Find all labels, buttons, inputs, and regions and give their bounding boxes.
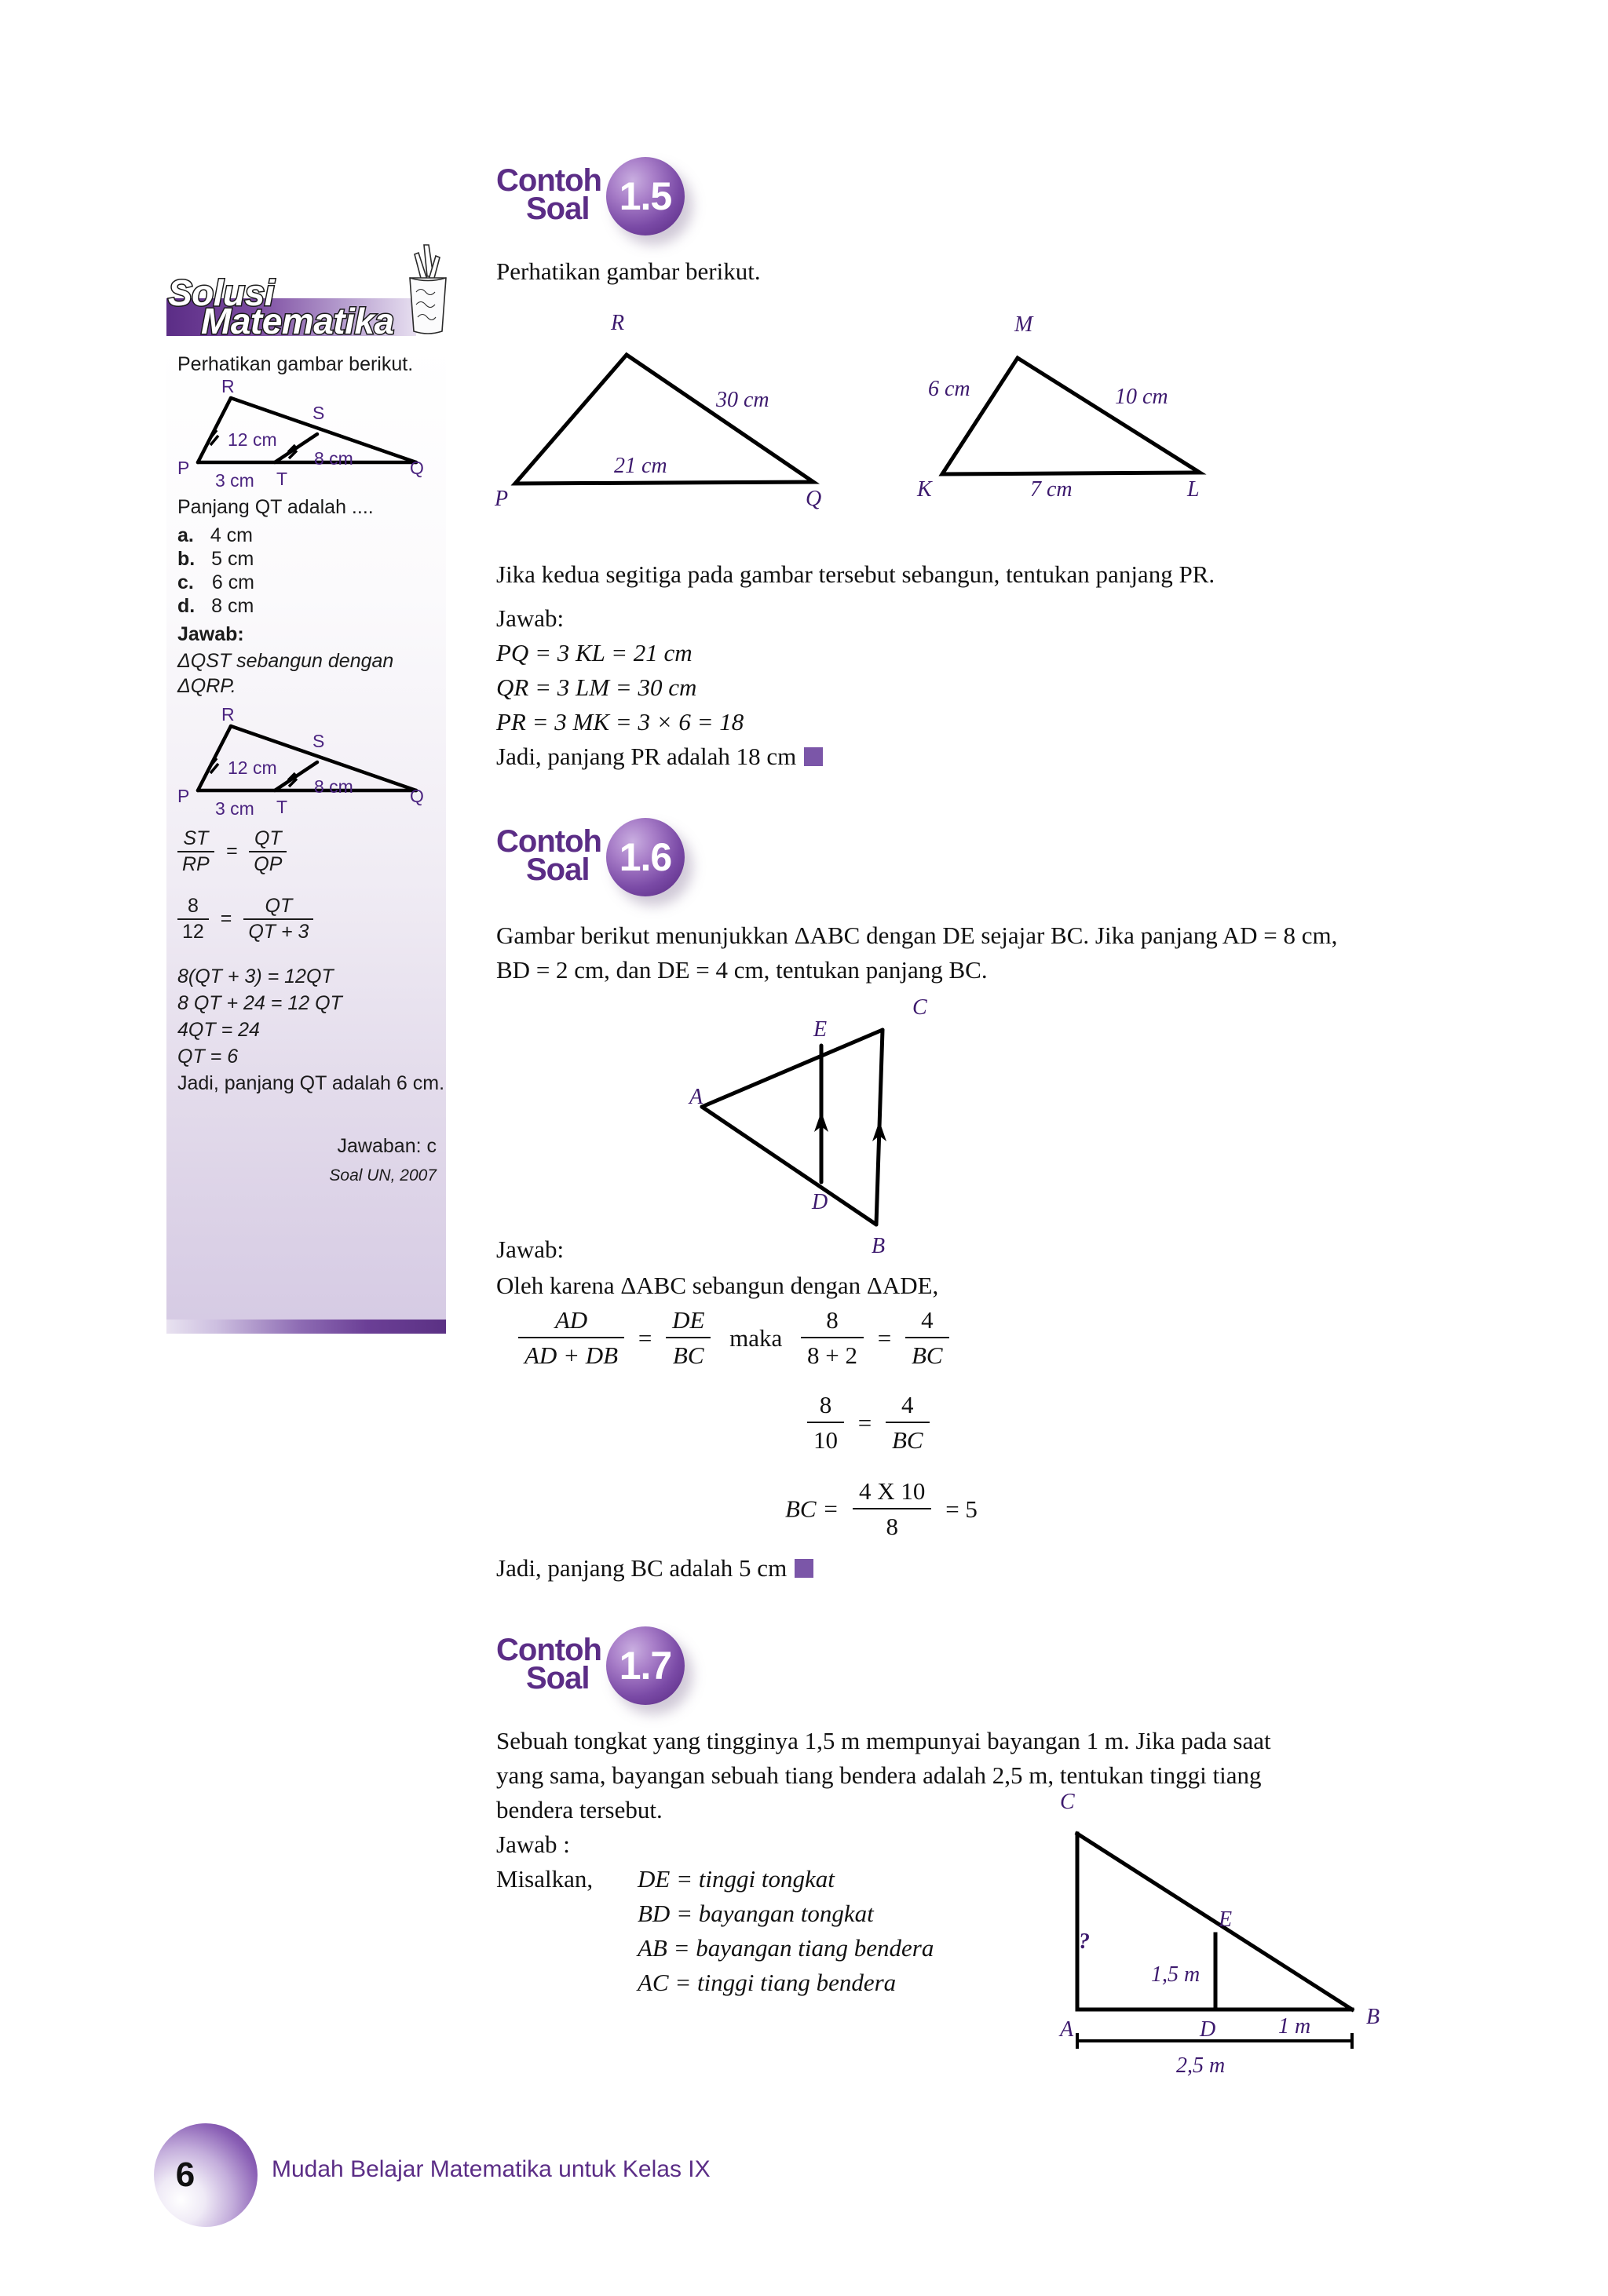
sidebar-footer-bar: [166, 1320, 446, 1334]
sidebar-question: Panjang QT adalah ....: [177, 496, 374, 518]
vertex-D-17: D: [1200, 2017, 1216, 2042]
label-de-15m: 1,5 m: [1151, 1962, 1201, 1987]
sidebar-answer-key: Jawaban: c: [337, 1135, 437, 1157]
badge-number-15: 1.5: [619, 174, 672, 218]
sidebar-title-line2: Matematika: [201, 301, 394, 341]
eq1-right-num: QT: [254, 827, 282, 849]
example-17-definition-4: AC = tinggi tiang bendera: [638, 1969, 897, 1996]
sidebar2-label-rp: 12 cm: [228, 757, 277, 778]
eq1-left-den: RP: [177, 851, 214, 877]
eq16-1-equals: =: [638, 1323, 652, 1352]
sidebar2-label-st: 8 cm: [314, 776, 353, 797]
example-16-eq2: [807, 1389, 930, 1457]
vertex-E-17: E: [1219, 1907, 1233, 1932]
vertex-B-16: B: [872, 1234, 886, 1258]
choice-d-text: 8 cm: [211, 595, 254, 617]
sidebar-work-line-2: 8 QT + 24 = 12 QT: [177, 992, 342, 1014]
badge-word-contoh-17: Contoh: [496, 1633, 601, 1667]
eq2-left-num: 8: [187, 895, 199, 917]
sidebar-body: [166, 341, 446, 1320]
vertex-Q-15: Q: [806, 487, 822, 511]
badge-word-soal: Soal: [526, 192, 590, 226]
vertex-B-17: B: [1366, 2005, 1380, 2029]
eq16-2-left-num: 8: [819, 1391, 832, 1418]
example-16-eq3: [785, 1476, 978, 1543]
sidebar-answer-label: Jawab:: [177, 623, 244, 645]
example-16-reason: Oleh karena ΔABC sebangun dengan ΔADE,: [496, 1272, 939, 1299]
choice-c-key: c.: [177, 571, 194, 593]
label-km-6cm: 6 cm: [928, 377, 970, 401]
end-of-proof-box-15: [804, 747, 823, 766]
label-ac-unknown: ?: [1079, 1929, 1090, 1954]
sidebar-vertex-R: R: [221, 376, 235, 396]
example-15-line-2: QR = 3 LM = 30 cm: [496, 673, 697, 701]
vertex-A-16: A: [689, 1085, 704, 1109]
eq1-left-fraction: [177, 827, 214, 876]
choice-a-text: 4 cm: [210, 524, 253, 546]
contoh-soal-badge-16: [496, 818, 732, 906]
eq2-right-num: QT: [265, 895, 293, 917]
sidebar-vertex-P: P: [177, 458, 190, 478]
contoh-soal-badge-15: [496, 157, 732, 245]
sidebar-eq2: [177, 894, 313, 944]
vertex-C-16: C: [912, 995, 927, 1020]
eq16-1-equals2: =: [877, 1323, 892, 1352]
eq16-2-right-num: 4: [901, 1391, 914, 1418]
example-17-question-line2: yang sama, bayangan sebuah tiang bendera adalah 2,5 m, tentukan tinggi tiang: [496, 1761, 1262, 1789]
example-17-definition-2: BD = bayangan tongkat: [638, 1900, 874, 1927]
label-rq-30cm: 30 cm: [716, 388, 769, 412]
sidebar-work-line-4: QT = 6: [177, 1046, 239, 1068]
sidebar-work-line-3: 4QT = 24: [177, 1019, 260, 1041]
example-16-conclusion-row: [496, 1553, 813, 1584]
example-15-conclusion: Jadi, panjang PR adalah 18 cm: [496, 743, 797, 770]
eq16-1-left2: [801, 1305, 864, 1372]
sidebar-label-rp: 12 cm: [228, 429, 277, 450]
pencil-cup-icon: [397, 243, 457, 336]
example-16-answer-label: Jawab:: [496, 1236, 565, 1263]
footer-book-title: Mudah Belajar Matematika untuk Kelas IX: [272, 2156, 711, 2182]
choice-b-key: b.: [177, 548, 196, 570]
badge-number-16: 1.6: [619, 835, 672, 879]
figure-triangle-abc-de: [691, 1005, 974, 1248]
example-16-eq1: [518, 1305, 949, 1372]
sidebar-conclusion: Jadi, panjang QT adalah 6 cm.: [177, 1072, 445, 1094]
example-15-line-1: PQ = 3 KL = 21 cm: [496, 639, 693, 666]
choice-c-text: 6 cm: [211, 571, 254, 593]
badge-number-17: 1.7: [619, 1644, 672, 1688]
eq16-3-num: 4 X 10: [859, 1477, 926, 1505]
eq16-1-connector: maka: [729, 1323, 783, 1352]
eq2-left-fraction: [177, 894, 209, 944]
figure-shadow-triangle: [1062, 1820, 1391, 2055]
sidebar-choice-a: [177, 524, 254, 547]
sidebar-choice-list: [177, 524, 254, 618]
badge-word-contoh-16: Contoh: [496, 824, 601, 859]
example-15-answer-label: Jawab:: [496, 604, 565, 632]
eq2-right-fraction: [243, 894, 313, 944]
example-16-conclusion: Jadi, panjang BC adalah 5 cm: [496, 1554, 788, 1582]
label-ab-25m: 2,5 m: [1176, 2053, 1226, 2078]
eq16-1-right: [666, 1305, 711, 1372]
label-db-1m: 1 m: [1278, 2014, 1311, 2039]
sidebar2-vertex-S: S: [312, 731, 325, 751]
figure-triangle-klm: [925, 325, 1231, 491]
sidebar-choice-b: [177, 547, 254, 571]
label-kl-7cm: 7 cm: [1030, 477, 1073, 502]
eq16-3-lhs: BC =: [785, 1495, 839, 1523]
vertex-E-16: E: [813, 1017, 828, 1042]
example-17-misalkan-label: Misalkan,: [496, 1865, 594, 1893]
example-15-conclusion-row: [496, 741, 823, 772]
end-of-proof-box-16: [795, 1559, 813, 1578]
example-16-question-line2: BD = 2 cm, dan DE = 4 cm, tentukan panjang BC.: [496, 956, 988, 984]
sidebar-label-pt: 3 cm: [215, 470, 254, 491]
sidebar-intro: Perhatikan gambar berikut.: [177, 353, 414, 375]
vertex-K-15: K: [917, 477, 932, 502]
example-17-question-line1: Sebuah tongkat yang tingginya 1,5 m mempunyai bayangan 1 m. Jika pada saat: [496, 1727, 1271, 1754]
eq16-1-left2-num: 8: [826, 1306, 839, 1334]
example-15-intro: Perhatikan gambar berikut.: [496, 257, 761, 285]
eq1-right-fraction: [249, 827, 287, 876]
sidebar-vertex-S: S: [312, 403, 325, 423]
example-17-definition-1: DE = tinggi tongkat: [638, 1865, 835, 1893]
label-pq-21cm: 21 cm: [614, 454, 667, 478]
sidebar2-vertex-T: T: [276, 797, 288, 817]
sidebar2-label-pt: 3 cm: [215, 798, 254, 819]
eq16-1-right2-den: BC: [905, 1337, 949, 1371]
eq16-1-right2-num: 4: [921, 1306, 934, 1334]
sidebar2-vertex-P: P: [177, 786, 190, 806]
choice-d-key: d.: [177, 595, 196, 617]
sidebar-answer-intro-2: ΔQRP.: [177, 675, 236, 697]
eq1-right-den: QP: [249, 851, 287, 877]
sidebar-title-line1: Solusi: [168, 272, 275, 313]
sidebar-answer-intro-1: ΔQST sebangun dengan: [177, 650, 394, 672]
eq16-2-left: [807, 1389, 844, 1457]
eq16-3-den: 8: [853, 1508, 931, 1542]
sidebar-choice-d: [177, 594, 254, 618]
choice-b-text: 5 cm: [211, 548, 254, 570]
example-15-question: Jika kedua segitiga pada gambar tersebut sebangun, tentukan panjang PR.: [496, 560, 1215, 588]
eq16-1-right-num: DE: [672, 1306, 705, 1334]
eq1-equals: =: [225, 840, 238, 863]
sidebar-source: Soal UN, 2007: [329, 1166, 437, 1185]
badge-word-contoh: Contoh: [496, 163, 601, 198]
vertex-M-15: M: [1014, 312, 1033, 337]
page-number: 6: [175, 2155, 196, 2194]
eq2-left-den: 12: [177, 918, 209, 944]
badge-word-soal-16: Soal: [526, 852, 590, 887]
vertex-A-17: A: [1060, 2017, 1074, 2042]
sidebar2-vertex-Q: Q: [410, 786, 424, 806]
vertex-C-17: C: [1060, 1790, 1075, 1814]
eq16-1-left-num: AD: [554, 1306, 588, 1334]
example-15-line-3: PR = 3 MK = 3 × 6 = 18: [496, 708, 744, 736]
eq2-right-den: QT + 3: [243, 918, 313, 944]
vertex-P-15: P: [495, 487, 509, 511]
solusi-matematika-sidebar: [166, 272, 446, 1334]
eq16-2-left-den: 10: [807, 1422, 844, 1456]
contoh-soal-badge-17: [496, 1626, 732, 1714]
example-17-definition-3: AB = bayangan tiang bendera: [638, 1934, 934, 1962]
eq16-1-left-den: AD + DB: [518, 1337, 624, 1371]
eq2-equals: =: [220, 907, 232, 930]
example-16-question-line1: Gambar berikut menunjukkan ΔABC dengan DE sejajar BC. Jika panjang AD = 8 cm,: [496, 922, 1338, 949]
eq16-1-right2: [905, 1305, 949, 1372]
eq16-1-left2-den: 8 + 2: [801, 1337, 864, 1371]
eq16-2-right-den: BC: [886, 1422, 930, 1456]
label-ml-10cm: 10 cm: [1115, 385, 1168, 409]
sidebar2-vertex-R: R: [221, 704, 235, 725]
example-17-answer-label: Jawab :: [496, 1831, 570, 1858]
vertex-D-16: D: [812, 1190, 828, 1214]
sidebar-work-line-1: 8(QT + 3) = 12QT: [177, 965, 334, 987]
vertex-L-15: L: [1187, 477, 1200, 502]
eq16-3-fraction: [853, 1476, 931, 1543]
choice-a-key: a.: [177, 524, 194, 546]
eq16-2-equals: =: [857, 1408, 872, 1436]
sidebar-eq1: [177, 827, 287, 876]
sidebar-header: [162, 251, 460, 345]
eq16-3-result: = 5: [945, 1495, 978, 1523]
eq16-1-left: [518, 1305, 624, 1372]
eq1-left-num: ST: [183, 827, 209, 849]
badge-word-soal-17: Soal: [526, 1661, 590, 1696]
vertex-R-15: R: [611, 311, 625, 335]
example-17-question-line3: bendera tersebut.: [496, 1796, 663, 1823]
sidebar-vertex-Q: Q: [410, 458, 424, 478]
eq16-1-right-den: BC: [666, 1337, 711, 1371]
page-footer: [154, 2123, 1253, 2233]
sidebar-label-st: 8 cm: [314, 448, 353, 469]
eq16-2-right: [886, 1389, 930, 1457]
sidebar-choice-c: [177, 571, 254, 594]
sidebar-vertex-T: T: [276, 469, 288, 489]
